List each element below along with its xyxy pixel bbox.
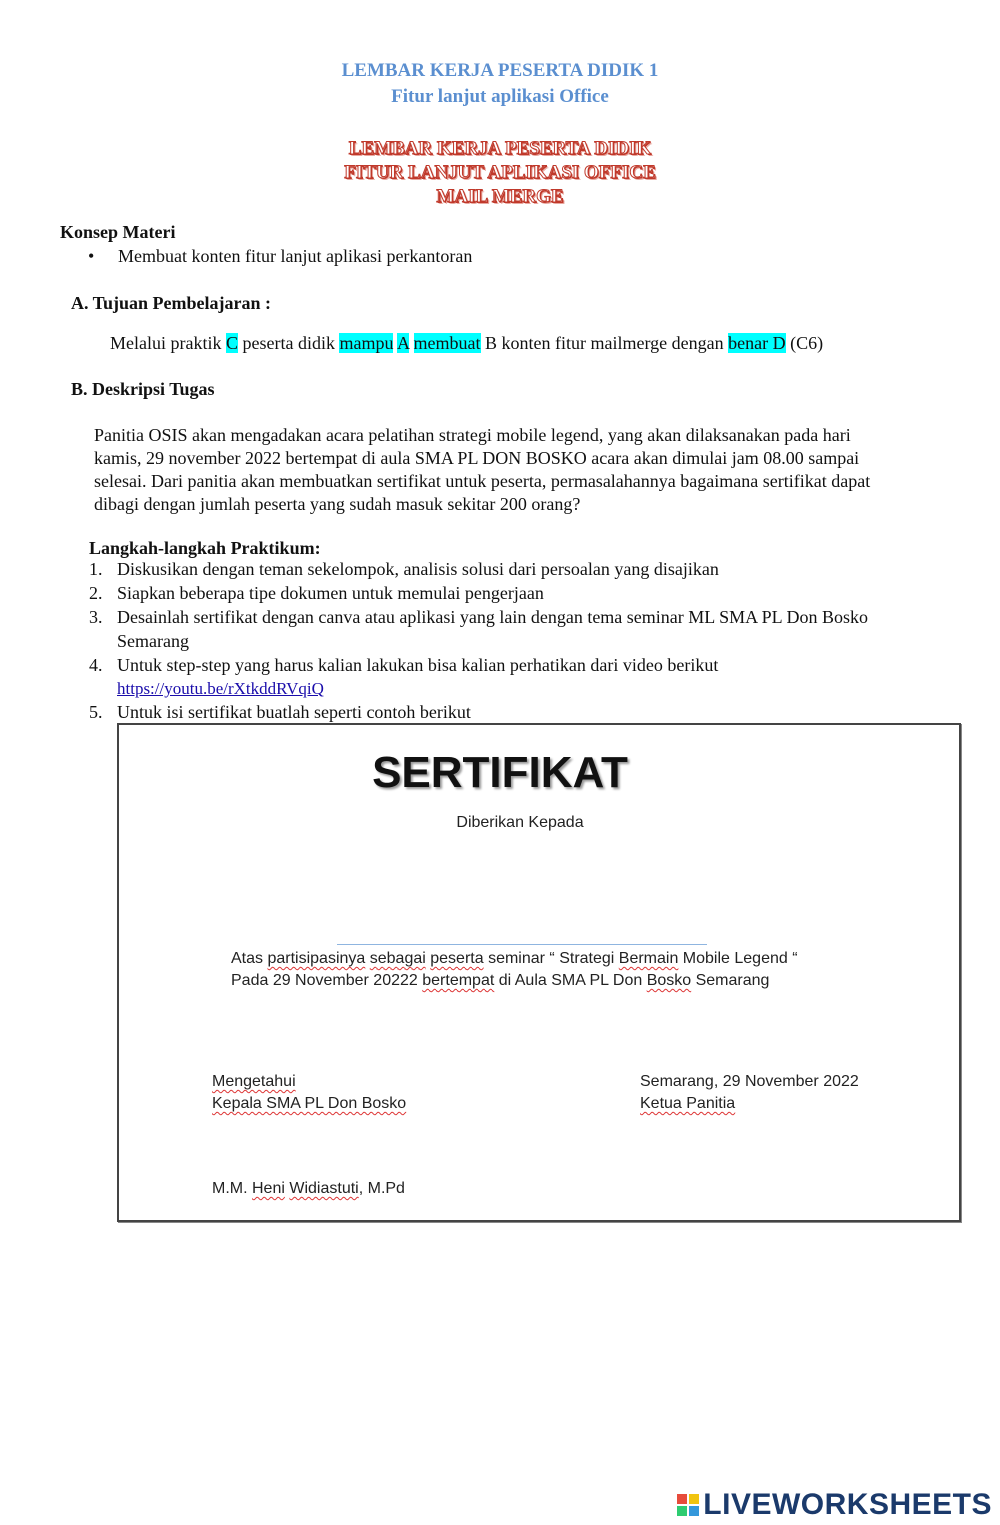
konsep-bullet (88, 245, 472, 268)
tujuan-part: peserta didik (238, 333, 340, 353)
list-num: 3. (89, 607, 103, 627)
left-signer-name (212, 1180, 405, 1198)
liveworksheets-logo (677, 1488, 992, 1522)
konsep-bullet-text: Membuat konten fitur lanjut aplikasi perkantoran (118, 246, 473, 266)
body-part: partisipasinya (267, 950, 366, 967)
body-part: di Aula SMA PL Don (494, 972, 647, 989)
body-part: Bosko (646, 972, 692, 989)
deskripsi-heading: B. Deskripsi Tugas (71, 379, 215, 399)
sig-part: Widiastuti (289, 1180, 359, 1197)
right-signer-place-date: Semarang, 29 November 2022 (640, 1073, 859, 1090)
certificate-subtitle: Diberikan Kepada (456, 814, 584, 831)
banner-line-3: MAIL MERGE (436, 186, 564, 207)
certificate-body-line-1 (231, 950, 798, 968)
deskripsi-line-3: selesai. Dari panitia akan membuatkan sertifikat untuk peserta, permasalahannya bagaimana sertifikat dapat (94, 471, 871, 491)
video-link[interactable]: https://youtu.be/rXtkddRVqiQ (117, 679, 324, 698)
list-item (89, 558, 719, 581)
list-num: 4. (89, 655, 103, 675)
list-item (89, 606, 868, 629)
list-text: Untuk step-step yang harus kalian lakukan bisa kalian perhatikan dari video berikut (117, 655, 719, 675)
list-text: Diskusikan dengan teman sekelompok, analisis solusi dari persoalan yang disajikan (117, 559, 719, 579)
list-num: 5. (89, 702, 103, 722)
banner-line-2: FITUR LANJUT APLIKASI OFFICE (344, 162, 656, 183)
left-signer-title (212, 1095, 406, 1113)
list-item (89, 701, 471, 724)
tujuan-part: B konten fitur mailmerge dengan (480, 333, 729, 353)
deskripsi-line-1: Panitia OSIS akan mengadakan acara pelatihan strategi mobile legend, yang akan dilaksanakan pada hari (94, 425, 851, 445)
body-part: seminar “ Strategi (483, 950, 619, 967)
right-signer-title: Ketua Panitia (640, 1095, 736, 1112)
list-text: Untuk isi sertifikat buatlah seperti contoh berikut (117, 702, 471, 722)
liveworksheets-text: LIVEWORKSHEETS (703, 1488, 992, 1521)
list-num: 2. (89, 583, 103, 603)
list-item (89, 582, 544, 605)
tujuan-heading: A. Tujuan Pembelajaran : (71, 293, 272, 313)
body-part: Pada 29 November 20222 (231, 972, 423, 989)
body-part: Semarang (691, 972, 770, 989)
highlight-a: A (397, 333, 410, 353)
langkah-heading: Langkah-langkah Praktikum: (89, 538, 321, 558)
banner-line-1: LEMBAR KERJA PESERTA DIDIK (348, 138, 652, 159)
sig-part: , M.Pd (358, 1180, 405, 1197)
sig-part: M.M. (212, 1180, 252, 1197)
certificate-body-line-2 (231, 972, 769, 990)
list-text-continued: Semarang (117, 631, 189, 651)
konsep-heading: Konsep Materi (60, 222, 176, 242)
left-signer-label: Mengetahui (212, 1073, 296, 1090)
body-part: bertempat (422, 972, 495, 989)
list-text: Desainlah sertifikat dengan canva atau aplikasi yang lain dengan tema seminar ML SMA PL Don Bosko (117, 607, 868, 627)
tujuan-part: Melalui praktik (110, 333, 226, 353)
body-part: sebagai (369, 950, 426, 967)
liveworksheets-icon (677, 1494, 699, 1516)
bullet-icon: • (88, 246, 95, 266)
highlight-benar-d: benar D (728, 333, 786, 353)
body-part: Bermain (618, 950, 679, 967)
video-link-wrap (117, 678, 324, 700)
tujuan-part (409, 333, 414, 353)
list-text: Siapkan beberapa tipe dokumen untuk memulai pengerjaan (117, 583, 544, 603)
deskripsi-line-4: dibagi dengan jumlah peserta yang sudah masuk sekitar 200 orang? (94, 494, 581, 514)
left-signer-title-text: Kepala SMA PL Don Bosko (212, 1095, 407, 1112)
tujuan-part: (C6) (785, 333, 824, 353)
doc-title: LEMBAR KERJA PESERTA DIDIK 1 (341, 60, 659, 81)
recipient-name-line (337, 944, 707, 945)
body-part: Atas (231, 950, 268, 967)
body-part: peserta (430, 950, 484, 967)
doc-subtitle: Fitur lanjut aplikasi Office (391, 86, 609, 107)
list-num: 1. (89, 559, 103, 579)
list-item (89, 654, 718, 677)
body-part: Mobile Legend “ (678, 950, 798, 967)
deskripsi-line-2: kamis, 29 november 2022 bertempat di aula SMA PL DON BOSKO acara akan dimulai jam 08.00 sampai (94, 448, 860, 468)
highlight-mampu: mampu (339, 333, 394, 353)
tujuan-text (110, 332, 823, 355)
highlight-c: C (225, 333, 238, 353)
certificate-title: SERTIFIKAT (372, 748, 628, 797)
sig-part: Heni (252, 1180, 285, 1197)
highlight-membuat: membuat (413, 333, 481, 353)
